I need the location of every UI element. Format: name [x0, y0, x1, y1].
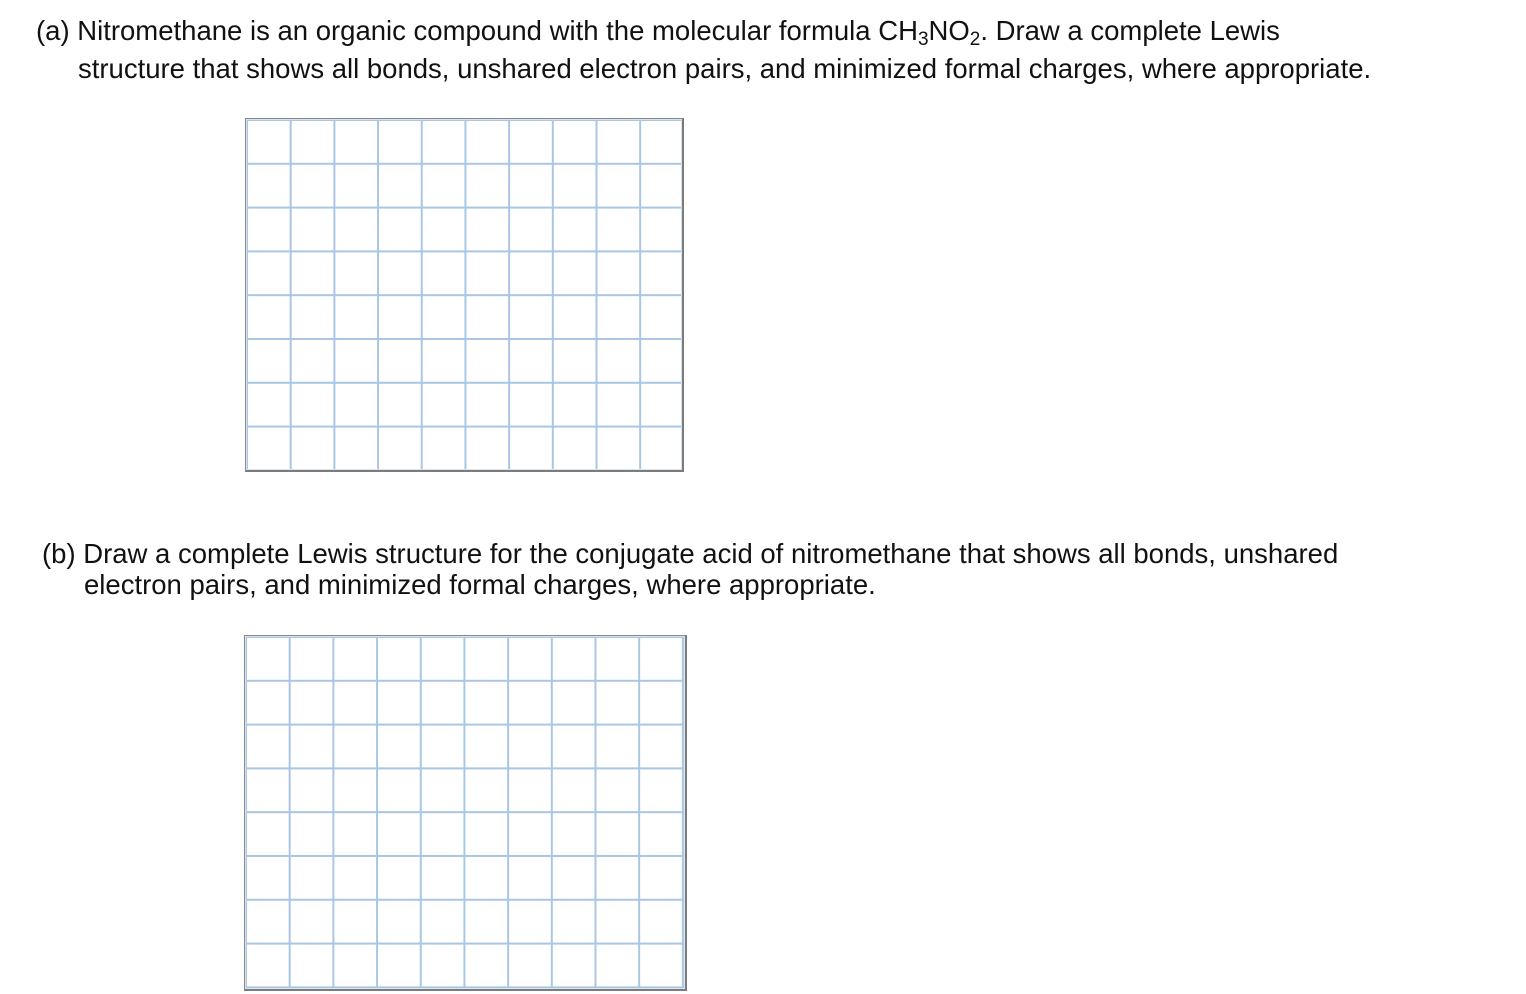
question-a-text [36, 12, 1521, 88]
drawing-canvas-a[interactable] [245, 118, 684, 472]
question-b-line-2: electron pairs, and minimized formal charges, where appropriate. [84, 569, 876, 600]
molecular-formula: $CH_3NO_2$ [878, 15, 981, 50]
question-b-text [42, 538, 1512, 600]
drawing-canvas-b[interactable] [244, 635, 687, 991]
question-a-line-2: structure that shows all bonds, unshared electron pairs, and minimized formal charges, where appropriate. [78, 53, 1372, 84]
question-a-intro: (a) Nitromethane is an organic compound with the molecular formula [36, 15, 879, 46]
question-b-line-1: (b) Draw a complete Lewis structure for the conjugate acid of nitromethane that shows all bonds, unshared [42, 538, 1339, 569]
question-a-instruction: . Draw a complete Lewis [980, 15, 1280, 46]
question-a-line-1 [36, 12, 1521, 50]
